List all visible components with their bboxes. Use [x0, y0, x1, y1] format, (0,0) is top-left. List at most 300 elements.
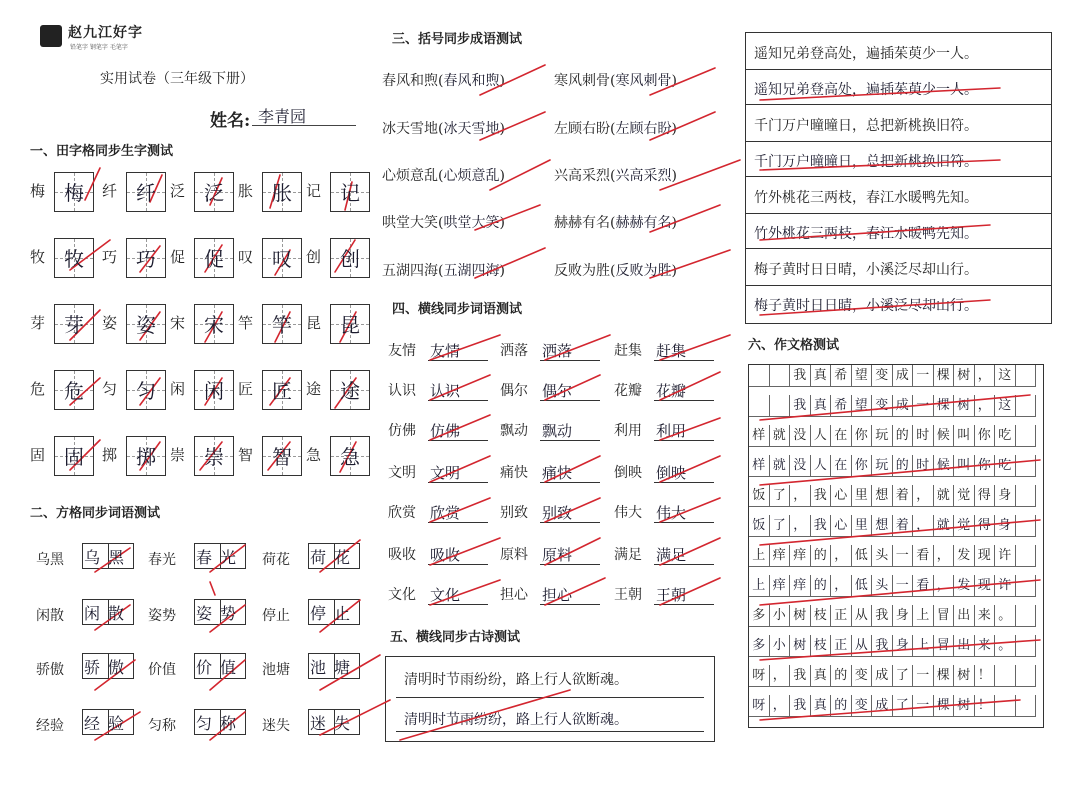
composition-cell	[1016, 695, 1037, 717]
handwritten-character: 途	[340, 379, 360, 403]
tianzige-box	[330, 172, 370, 212]
poem-written-line: 竹外桃花三两枝，春江水暖鸭先知。	[754, 226, 978, 242]
handwritten-word: 欣赏	[430, 504, 461, 522]
composition-cell: 得	[975, 485, 996, 507]
printed-idiom: 冰天雪地	[382, 121, 438, 137]
printed-word: 痛快	[500, 465, 528, 481]
handwritten-word: 乌黑	[83, 548, 132, 567]
handwritten-character: 梅	[64, 181, 84, 205]
composition-row	[749, 545, 1043, 568]
printed-character: 胀	[238, 182, 254, 200]
composition-cell: 我	[811, 515, 832, 537]
composition-cell: 我	[872, 605, 893, 627]
composition-cell: 上	[913, 605, 934, 627]
composition-cell: 希	[831, 395, 852, 417]
composition-cell: ，	[770, 665, 791, 687]
composition-cell: 里	[852, 485, 873, 507]
printed-word: 赶集	[614, 343, 642, 359]
composition-cell: 发	[954, 575, 975, 597]
printed-idiom: 心烦意乱	[382, 168, 438, 184]
composition-cell: 没	[790, 425, 811, 447]
composition-cell: 冒	[934, 605, 955, 627]
handwritten-word: 别致	[542, 504, 573, 522]
composition-cell: 人	[811, 455, 832, 477]
printed-word: 王朝	[614, 587, 642, 603]
s4-row	[388, 378, 728, 408]
printed-word: 仿佛	[388, 423, 416, 439]
handwritten-word: 吸收	[430, 546, 461, 564]
handwritten-character: 纤	[136, 181, 156, 205]
s3-row	[382, 118, 732, 148]
composition-cell	[1016, 635, 1037, 657]
composition-row	[749, 455, 1043, 478]
composition-row	[749, 635, 1043, 658]
correction-stroke	[210, 582, 215, 595]
printed-idiom: 春风和煦	[382, 73, 438, 89]
composition-cell: 了	[770, 515, 791, 537]
handwritten-idiom: 哄堂大笑	[443, 215, 500, 231]
printed-idiom: 五湖四海	[382, 263, 438, 279]
handwritten-idiom: 春风和煦	[443, 73, 500, 89]
composition-cell	[1016, 515, 1037, 537]
composition-cell: 希	[831, 365, 852, 387]
printed-character: 闲	[170, 380, 186, 398]
printed-word: 伟大	[614, 505, 642, 521]
fangge-box	[308, 653, 360, 679]
composition-cell: 吃	[995, 455, 1016, 477]
brand-title: 赵九江好字	[68, 25, 143, 41]
printed-word: 花瓣	[614, 383, 642, 399]
composition-cell: 人	[811, 425, 832, 447]
close-paren: )	[671, 73, 677, 89]
composition-row	[749, 365, 1043, 388]
composition-cell: 树	[790, 635, 811, 657]
composition-cell: 你	[975, 455, 996, 477]
composition-cell: 心	[831, 515, 852, 537]
tianzige-box	[330, 304, 370, 344]
s2-row	[36, 708, 366, 744]
open-paren: (	[610, 168, 616, 184]
composition-cell: 想	[872, 485, 893, 507]
composition-cell: ！	[975, 695, 996, 717]
composition-cell: 我	[790, 395, 811, 417]
handwritten-character: 泛	[204, 181, 224, 205]
open-paren: (	[610, 215, 616, 231]
close-paren: )	[671, 121, 677, 137]
composition-cell	[749, 365, 770, 387]
s1-row	[30, 172, 360, 212]
composition-cell: 冒	[934, 635, 955, 657]
s1-row	[30, 370, 360, 410]
composition-cell: 真	[811, 365, 832, 387]
composition-cell: ，	[934, 545, 955, 567]
printed-word: 倒映	[614, 465, 642, 481]
handwritten-idiom: 反败为胜	[615, 263, 672, 279]
printed-idiom: 赫赫有名	[554, 215, 610, 231]
printed-word: 担心	[500, 587, 528, 603]
close-paren: )	[499, 263, 505, 279]
composition-cell: ！	[975, 665, 996, 687]
handwritten-character: 促	[204, 247, 224, 271]
composition-cell: 这	[995, 365, 1016, 387]
poem-printed-line: 遥知兄弟登高处，遍插茱萸少一人。	[754, 46, 978, 62]
composition-cell: 觉	[954, 485, 975, 507]
tianzige-box	[194, 370, 234, 410]
tianzige-box	[194, 172, 234, 212]
s2-row	[36, 598, 366, 634]
composition-cell: 看	[913, 575, 934, 597]
handwritten-character: 智	[272, 445, 292, 469]
poem-rule	[746, 69, 1051, 70]
composition-cell: 身	[995, 485, 1016, 507]
composition-cell: 你	[975, 425, 996, 447]
close-paren: )	[499, 73, 505, 89]
s3-row	[382, 165, 732, 195]
composition-cell: 心	[831, 485, 852, 507]
composition-cell: 变	[872, 395, 893, 417]
composition-cell: 就	[934, 515, 955, 537]
printed-character: 叹	[238, 248, 254, 266]
s3-item	[382, 212, 505, 232]
handwritten-word: 痛快	[542, 464, 573, 482]
composition-cell: 出	[954, 605, 975, 627]
s3-row	[382, 70, 732, 100]
tianzige-box	[126, 304, 166, 344]
composition-cell	[770, 365, 791, 387]
composition-cell: 枝	[811, 635, 832, 657]
tianzige-box	[262, 172, 302, 212]
s4-row	[388, 338, 728, 368]
composition-cell	[1016, 545, 1037, 567]
composition-cell	[1016, 665, 1037, 687]
open-paren: (	[610, 73, 616, 89]
handwritten-character: 崇	[204, 445, 224, 469]
handwritten-idiom: 赫赫有名	[615, 215, 672, 231]
handwritten-word: 闲散	[83, 604, 132, 623]
printed-character: 掷	[102, 446, 118, 464]
open-paren: (	[438, 168, 444, 184]
composition-cell	[995, 695, 1016, 717]
handwritten-word: 价值	[195, 658, 244, 677]
tianzige-box	[54, 370, 94, 410]
printed-word: 利用	[614, 423, 642, 439]
composition-cell: 变	[872, 365, 893, 387]
s2-row	[36, 652, 366, 688]
poem-printed-line: 梅子黄时日日晴，小溪泛尽却山行。	[754, 262, 978, 278]
tianzige-box	[262, 436, 302, 476]
composition-cell: 里	[852, 515, 873, 537]
handwritten-character: 芽	[64, 313, 84, 337]
composition-cell: 上	[749, 575, 770, 597]
composition-row	[749, 485, 1043, 508]
composition-cell: 饭	[749, 515, 770, 537]
printed-idiom: 寒风刺骨	[554, 73, 610, 89]
composition-cell: 在	[831, 455, 852, 477]
handwritten-character: 掷	[136, 445, 156, 469]
composition-cell: 呀	[749, 695, 770, 717]
composition-cell	[1016, 365, 1037, 387]
composition-cell: 玩	[872, 455, 893, 477]
s2-row	[36, 542, 366, 578]
open-paren: (	[438, 215, 444, 231]
composition-cell: 就	[934, 485, 955, 507]
composition-cell: 多	[749, 635, 770, 657]
composition-cell: 身	[893, 635, 914, 657]
composition-cell: 棵	[934, 665, 955, 687]
composition-row	[749, 605, 1043, 628]
composition-cell: 在	[831, 425, 852, 447]
handwritten-idiom: 五湖四海	[443, 263, 500, 279]
tianzige-box	[194, 436, 234, 476]
s4-row	[388, 418, 728, 448]
composition-cell: ，	[913, 485, 934, 507]
composition-cell: 了	[770, 485, 791, 507]
handwritten-word: 文化	[430, 586, 461, 604]
handwritten-word: 洒落	[542, 342, 573, 360]
composition-cell: 得	[975, 515, 996, 537]
composition-cell: 望	[852, 395, 873, 417]
handwritten-word: 春光	[195, 548, 244, 567]
handwritten-word: 王朝	[656, 586, 687, 604]
printed-character: 梅	[30, 182, 46, 200]
composition-cell: 叫	[954, 425, 975, 447]
printed-word: 闲散	[36, 608, 64, 624]
composition-cell: 我	[790, 665, 811, 687]
printed-word: 偶尔	[500, 383, 528, 399]
tianzige-box	[194, 238, 234, 278]
tianzige-box	[126, 436, 166, 476]
printed-word: 荷花	[262, 552, 290, 568]
composition-cell: 从	[852, 605, 873, 627]
composition-cell: ，	[934, 575, 955, 597]
brand-subtitle: 铅笔字 钢笔字 毛笔字	[70, 44, 128, 51]
open-paren: (	[610, 263, 616, 279]
composition-cell: 一	[913, 365, 934, 387]
composition-cell: 的	[831, 695, 852, 717]
paper-title: 实用试卷（三年级下册）	[100, 71, 254, 87]
s3-item	[554, 118, 677, 138]
composition-cell: 没	[790, 455, 811, 477]
composition-cell: 正	[831, 605, 852, 627]
composition-cell: ，	[975, 395, 996, 417]
s1-row	[30, 436, 360, 476]
handwritten-word: 担心	[542, 586, 573, 604]
composition-cell: 候	[934, 455, 955, 477]
handwritten-word: 赶集	[656, 342, 687, 360]
handwritten-word: 认识	[430, 382, 461, 400]
poem-rule	[746, 248, 1051, 249]
handwritten-word: 荷花	[309, 548, 358, 567]
open-paren: (	[438, 121, 444, 137]
tianzige-box	[194, 304, 234, 344]
tianzige-box	[330, 436, 370, 476]
handwritten-idiom: 冰天雪地	[443, 121, 500, 137]
composition-cell: 玩	[872, 425, 893, 447]
composition-cell: ，	[831, 575, 852, 597]
composition-cell: 就	[770, 425, 791, 447]
printed-word: 友情	[388, 343, 416, 359]
printed-character: 昆	[306, 314, 322, 332]
composition-row	[749, 515, 1043, 538]
printed-character: 崇	[170, 446, 186, 464]
composition-cell: 棵	[934, 365, 955, 387]
printed-character: 竿	[238, 314, 254, 332]
composition-cell: ，	[831, 545, 852, 567]
handwritten-idiom: 心烦意乱	[443, 168, 500, 184]
printed-word: 别致	[500, 505, 528, 521]
printed-word: 匀称	[148, 718, 176, 734]
close-paren: )	[671, 263, 677, 279]
printed-word: 文化	[388, 587, 416, 603]
printed-character: 促	[170, 248, 186, 266]
composition-cell: 痒	[770, 545, 791, 567]
composition-cell	[1016, 455, 1037, 477]
poem-printed: 清明时节雨纷纷，路上行人欲断魂。	[404, 672, 628, 688]
printed-character: 芽	[30, 314, 46, 332]
fangge-box	[308, 543, 360, 569]
handwritten-word: 姿势	[195, 604, 244, 623]
composition-row	[749, 425, 1043, 448]
composition-cell: 痒	[790, 545, 811, 567]
printed-idiom: 哄堂大笑	[382, 215, 438, 231]
composition-cell	[749, 395, 770, 417]
fangge-box	[82, 543, 134, 569]
close-paren: )	[499, 215, 505, 231]
printed-character: 创	[306, 248, 322, 266]
s1-row	[30, 238, 360, 278]
composition-cell: 真	[811, 695, 832, 717]
composition-cell: 的	[893, 455, 914, 477]
composition-cell: 小	[770, 605, 791, 627]
composition-row	[749, 575, 1043, 598]
printed-word: 欣赏	[388, 505, 416, 521]
composition-cell: 的	[811, 575, 832, 597]
composition-cell: 我	[872, 635, 893, 657]
handwritten-idiom: 兴高采烈	[615, 168, 672, 184]
poem-written-line: 千门万户曈曈日，总把新桃换旧符。	[754, 154, 978, 170]
section-6-title: 六、作文格测试	[748, 338, 840, 353]
poem-written-line: 梅子黄时日日晴，小溪泛尽却山行。	[754, 298, 978, 314]
handwritten-idiom: 左顾右盼	[615, 121, 672, 137]
composition-cell: 成	[872, 665, 893, 687]
printed-word: 吸收	[388, 547, 416, 563]
printed-word: 飘动	[500, 423, 528, 439]
fangge-box	[82, 709, 134, 735]
tianzige-box	[330, 370, 370, 410]
poem-printed-line: 千门万户曈曈日，总把新桃换旧符。	[754, 118, 978, 134]
printed-word: 池塘	[262, 662, 290, 678]
poem-rule	[746, 176, 1051, 177]
handwritten-word: 满足	[656, 546, 687, 564]
printed-idiom: 兴高采烈	[554, 168, 610, 184]
fangge-box	[194, 543, 246, 569]
composition-cell: ，	[790, 485, 811, 507]
composition-cell: 变	[852, 695, 873, 717]
printed-character: 匀	[102, 380, 118, 398]
poem-written-line: 遥知兄弟登高处，遍插茱萸少一人。	[754, 82, 978, 98]
handwritten-character: 胀	[272, 181, 292, 205]
composition-cell: 着	[893, 485, 914, 507]
composition-cell: 枝	[811, 605, 832, 627]
composition-cell: 树	[790, 605, 811, 627]
section-2-title: 二、方格同步词语测试	[30, 506, 161, 521]
fangge-box	[194, 599, 246, 625]
poem-printed-line: 竹外桃花三两枝，春江水暖鸭先知。	[754, 190, 978, 206]
composition-grid	[748, 364, 1044, 728]
composition-cell: 时	[913, 455, 934, 477]
s1-row	[30, 304, 360, 344]
tianzige-box	[54, 304, 94, 344]
close-paren: )	[671, 215, 677, 231]
name-label: 姓名:	[210, 111, 251, 131]
printed-word: 认识	[388, 383, 416, 399]
printed-word: 停止	[262, 608, 290, 624]
handwritten-character: 牧	[64, 247, 84, 271]
composition-cell: 。	[995, 635, 1016, 657]
poem-box-section-5	[385, 656, 715, 742]
composition-cell: 从	[852, 635, 873, 657]
composition-cell: 痒	[790, 575, 811, 597]
printed-word: 姿势	[148, 608, 176, 624]
composition-cell: 来	[975, 605, 996, 627]
composition-cell: 真	[811, 395, 832, 417]
handwritten-word: 伟大	[656, 504, 687, 522]
handwritten-character: 宋	[204, 313, 224, 337]
composition-cell: 成	[893, 395, 914, 417]
composition-cell: 许	[995, 575, 1016, 597]
printed-character: 智	[238, 446, 254, 464]
composition-cell: 一	[893, 575, 914, 597]
composition-cell: 头	[872, 545, 893, 567]
composition-row	[749, 395, 1043, 418]
composition-cell: 许	[995, 545, 1016, 567]
handwritten-character: 姿	[136, 313, 156, 337]
composition-cell: 上	[913, 635, 934, 657]
composition-cell: 身	[995, 515, 1016, 537]
s3-item	[554, 212, 677, 232]
composition-cell: 看	[913, 545, 934, 567]
composition-cell: 我	[790, 365, 811, 387]
handwritten-word: 倒映	[656, 464, 687, 482]
composition-cell	[1016, 395, 1037, 417]
composition-cell: 叫	[954, 455, 975, 477]
composition-cell: 就	[770, 455, 791, 477]
tianzige-box	[54, 238, 94, 278]
printed-character: 纤	[102, 182, 118, 200]
composition-cell: 小	[770, 635, 791, 657]
composition-cell: 觉	[954, 515, 975, 537]
handwritten-word: 花瓣	[656, 382, 687, 400]
composition-cell: 一	[893, 545, 914, 567]
composition-cell	[770, 395, 791, 417]
composition-cell: 来	[975, 635, 996, 657]
handwritten-word: 池塘	[309, 658, 358, 677]
handwritten-word: 利用	[656, 422, 687, 440]
s3-item	[382, 260, 505, 280]
handwritten-word: 迷失	[309, 714, 358, 733]
printed-character: 巧	[102, 248, 118, 266]
handwritten-word: 匀称	[195, 714, 244, 733]
printed-word: 经验	[36, 718, 64, 734]
composition-cell: 现	[975, 575, 996, 597]
fangge-box	[308, 599, 360, 625]
poem-rule	[746, 213, 1051, 214]
handwritten-word: 骄傲	[83, 658, 132, 677]
handwritten-word: 文明	[430, 464, 461, 482]
composition-cell: 现	[975, 545, 996, 567]
composition-cell: 棵	[934, 695, 955, 717]
open-paren: (	[610, 121, 616, 137]
